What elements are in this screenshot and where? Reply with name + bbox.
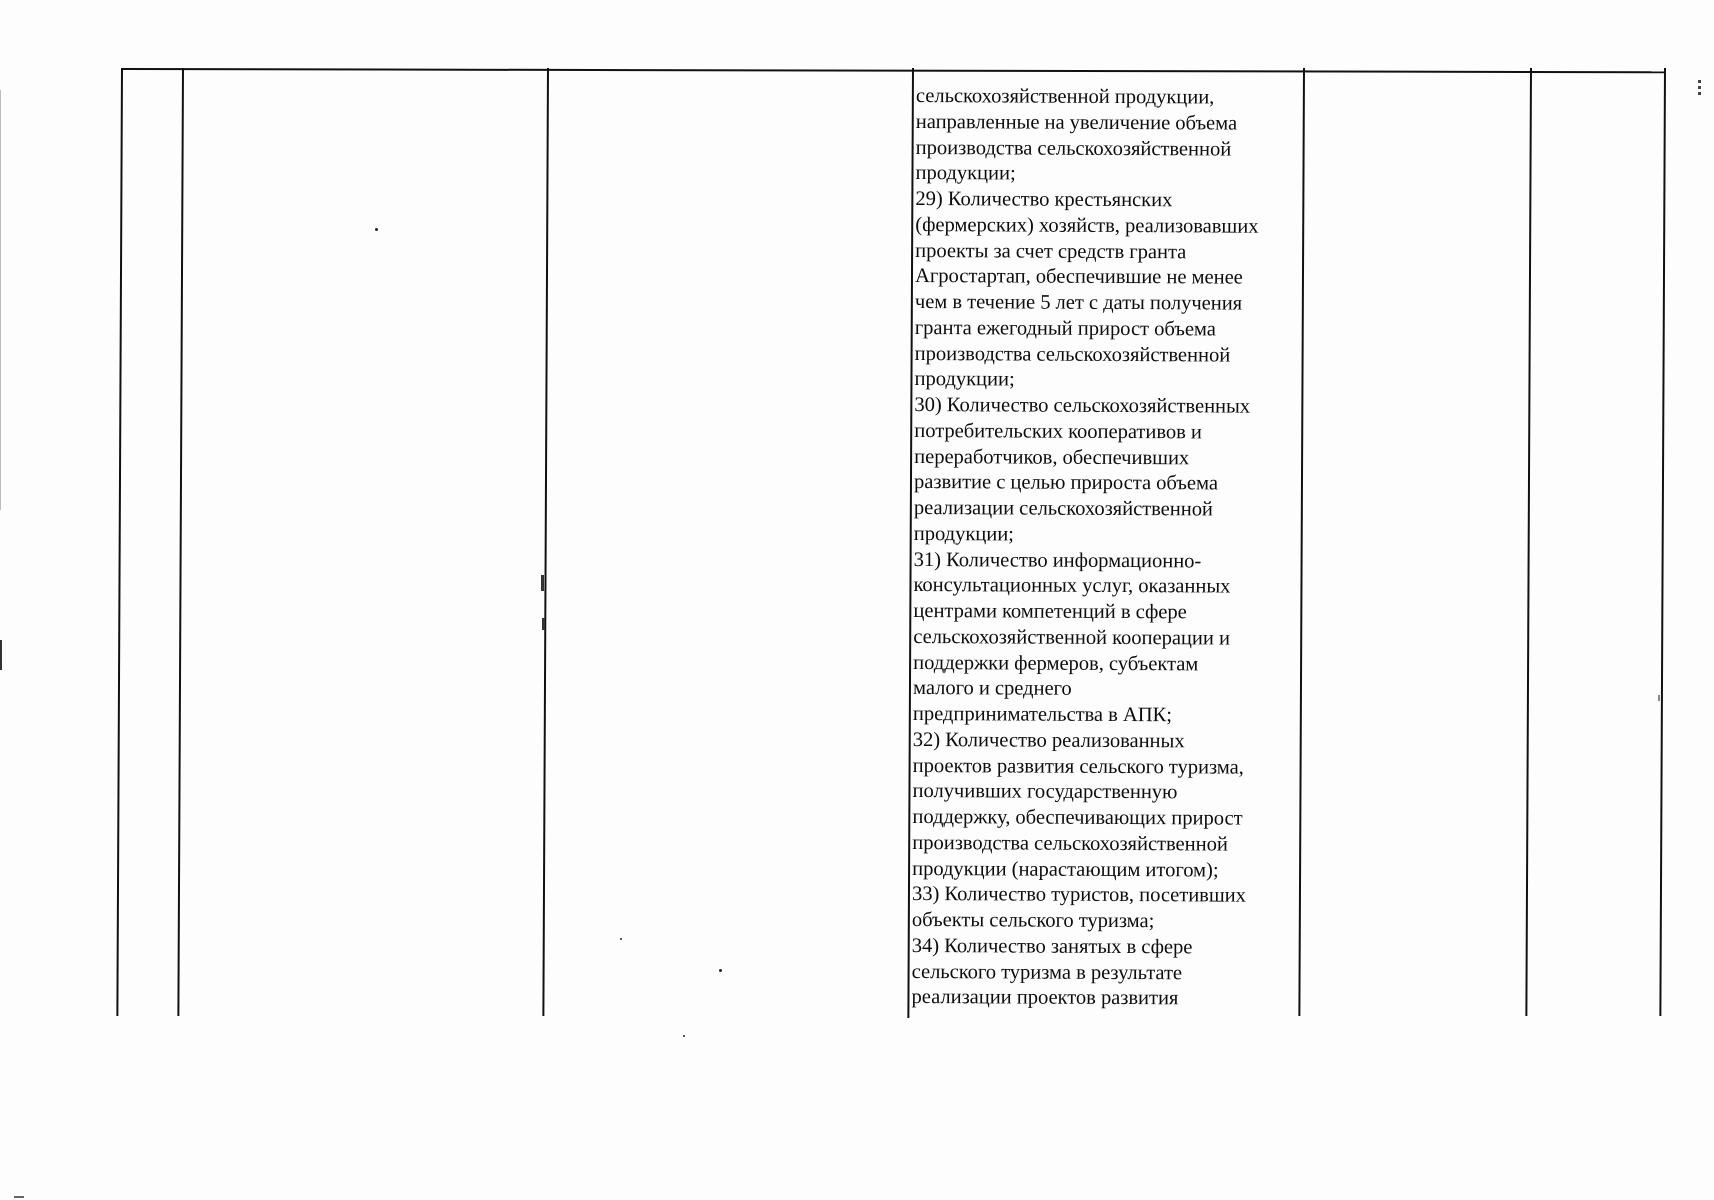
indicator-line: 32) Количество реализованных bbox=[912, 728, 1185, 753]
table-top-border bbox=[121, 68, 1665, 73]
indicator-line: 29) Количество крестьянских bbox=[915, 187, 1173, 212]
indicator-line: производства сельскохозяйственной bbox=[912, 831, 1228, 856]
scan-edge-mark bbox=[0, 640, 2, 670]
indicator-line: получивших государственную bbox=[912, 780, 1178, 804]
indicator-line: продукции; bbox=[914, 368, 1015, 391]
indicator-line: поддержки фермеров, субъектам bbox=[913, 651, 1199, 675]
indicator-line: проекты за счет средств гранта bbox=[915, 239, 1187, 263]
scan-edge-mark bbox=[541, 575, 544, 591]
indicator-line: 34) Количество занятых в сфере bbox=[911, 934, 1193, 959]
indicator-line: проектов развития сельского туризма, bbox=[912, 754, 1244, 779]
indicator-line: потребительских кооперативов и bbox=[914, 419, 1202, 444]
scan-edge-mark bbox=[542, 618, 545, 630]
indicator-line: сельскохозяйственной кооперации и bbox=[913, 625, 1231, 650]
table-column-divider bbox=[116, 68, 123, 1016]
margin-scan-artifact bbox=[1696, 80, 1702, 98]
indicator-line: реализации сельскохозяйственной bbox=[913, 496, 1213, 521]
scan-edge-mark bbox=[1658, 695, 1660, 701]
indicator-line: малого и среднего bbox=[912, 677, 1072, 701]
scan-speck bbox=[683, 1035, 685, 1037]
scan-edge-mark bbox=[0, 90, 1, 510]
indicator-line: центрами компетенций в сфере bbox=[913, 599, 1187, 624]
indicator-line: производства сельскохозяйственной bbox=[914, 342, 1231, 367]
indicator-line: сельского туризма в результате bbox=[911, 960, 1183, 984]
scan-speck bbox=[719, 969, 722, 972]
indicator-line: направленные на увеличение объема bbox=[915, 110, 1238, 135]
table-column-divider bbox=[1525, 68, 1532, 1016]
indicator-line: продукции (нарастающим итогом); bbox=[912, 857, 1219, 881]
indicator-line: (фермерских) хозяйств, реализовавших bbox=[915, 213, 1259, 238]
indicator-line: объекты сельского туризма; bbox=[911, 908, 1155, 933]
indicator-line: предпринимательства в АПК; bbox=[912, 702, 1172, 727]
indicator-line: развитие с целью прироста объема bbox=[914, 471, 1218, 495]
indicator-line: реализации проектов развития bbox=[911, 986, 1179, 1010]
indicator-line: переработчиков, обеспечивших bbox=[914, 445, 1190, 469]
indicator-line: гранта ежегодный прирост объема bbox=[914, 316, 1216, 341]
table-column-divider bbox=[1659, 68, 1666, 1016]
indicator-line: продукции; bbox=[915, 162, 1016, 185]
indicator-line: Агростартап, обеспечившие не менее bbox=[915, 265, 1243, 289]
indicator-line: консультационных услуг, оказанных bbox=[913, 574, 1231, 598]
indicator-line: поддержку, обеспечивающих прирост bbox=[912, 805, 1243, 830]
indicator-line: чем в течение 5 лет с даты получения bbox=[914, 290, 1243, 315]
scan-speck bbox=[620, 938, 622, 940]
table-column-divider bbox=[177, 68, 184, 1016]
indicator-line: 33) Количество туристов, посетивших bbox=[911, 883, 1246, 907]
indicator-line: 31) Количество информационно- bbox=[913, 548, 1202, 572]
indicator-line: 30) Количество сельскохозяйственных bbox=[914, 393, 1251, 418]
indicator-line: продукции; bbox=[913, 522, 1014, 546]
table-column-divider bbox=[542, 68, 549, 1016]
indicator-list-cell bbox=[911, 84, 1306, 1013]
scan-speck bbox=[375, 228, 378, 231]
indicator-line: сельскохозяйственной продукции, bbox=[915, 84, 1215, 109]
scan-edge-mark bbox=[14, 1196, 24, 1198]
indicator-line: производства сельскохозяйственной bbox=[915, 136, 1232, 161]
